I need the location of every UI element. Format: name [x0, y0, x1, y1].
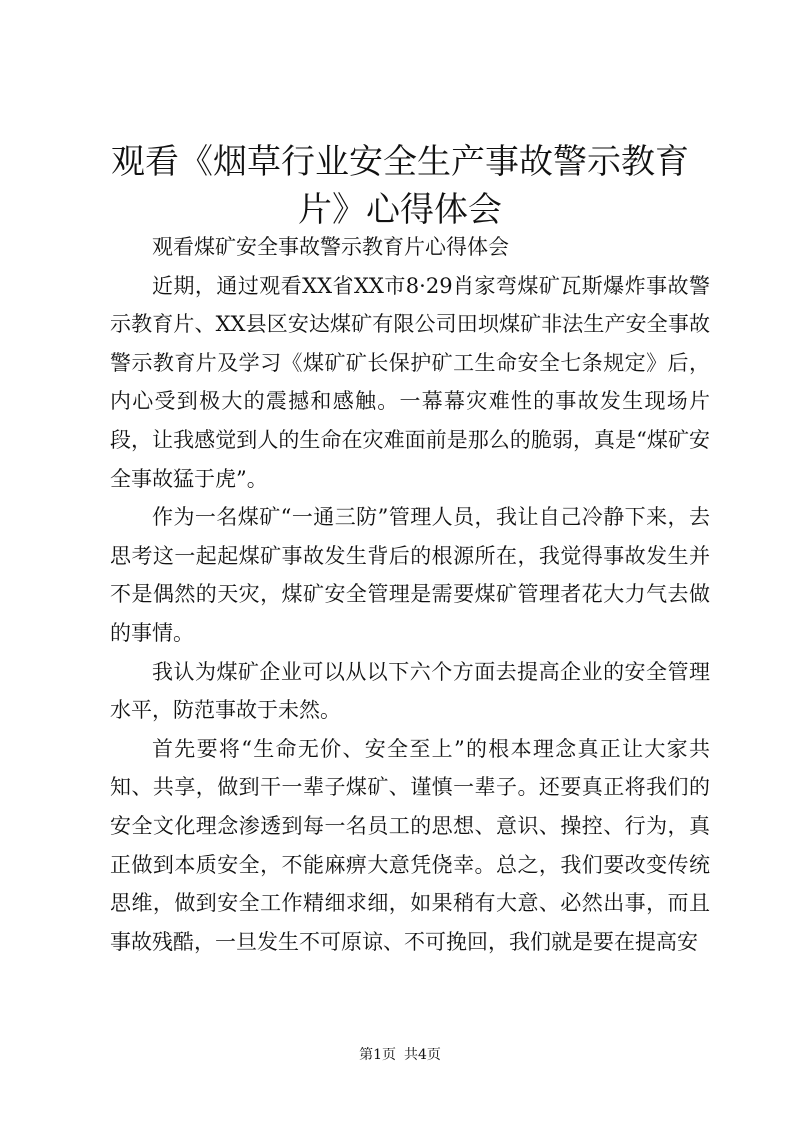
document-body — [110, 228, 710, 961]
paragraph: 我认为煤矿企业可以从以下六个方面去提高企业的安全管理水平，防范事故于未然。 — [110, 659, 710, 723]
page-total: 共4页 — [404, 1047, 441, 1063]
paragraph-subtitle: 观看煤矿安全事故警示教育片心得体会 — [152, 235, 509, 259]
paragraph: 首先要将“生命无价、安全至上”的根本理念真正让大家共知、共享，做到干一辈子煤矿、谨慎一辈子。还要真正将我们的安全文化理念渗透到每一名员工的思想、意识、操控、行为，真正做到本质安全，不能麻痹大意凭侥幸。总之，我们要改变传统思维，做到安全工作精细求细，如果稍有大意、必然出事，而且事故残酷，一旦发生不可原谅、不可挽回，我们就是要在提高安 — [110, 736, 710, 954]
paragraph: 作为一名煤矿“一通三防”管理人员，我让自己冷静下来，去思考这一起起煤矿事故发生背后的根源所在，我觉得事故发生并不是偶然的天灾，煤矿安全管理是需要煤矿管理者花大力气去做的事情。 — [110, 505, 710, 645]
document-title: 观看《烟草行业安全生产事故警示教育片》心得体会 — [111, 142, 689, 230]
page-number: 第1页 — [359, 1047, 396, 1063]
paragraph: 近期，通过观看XX省XX市8·29肖家弯煤矿瓦斯爆炸事故警示教育片、XX县区安达煤矿有限公司田坝煤矿非法生产安全事故警示教育片及学习《煤矿矿长保护矿工生命安全七条规定》后，内心受到极大的震撼和感触。一幕幕灾难性的事故发生现场片段，让我感觉到人的生命在灾难面前是那么的脆弱，真是“煤矿安全事故猛于虎”。 — [110, 273, 710, 491]
page-footer — [0, 1045, 800, 1065]
